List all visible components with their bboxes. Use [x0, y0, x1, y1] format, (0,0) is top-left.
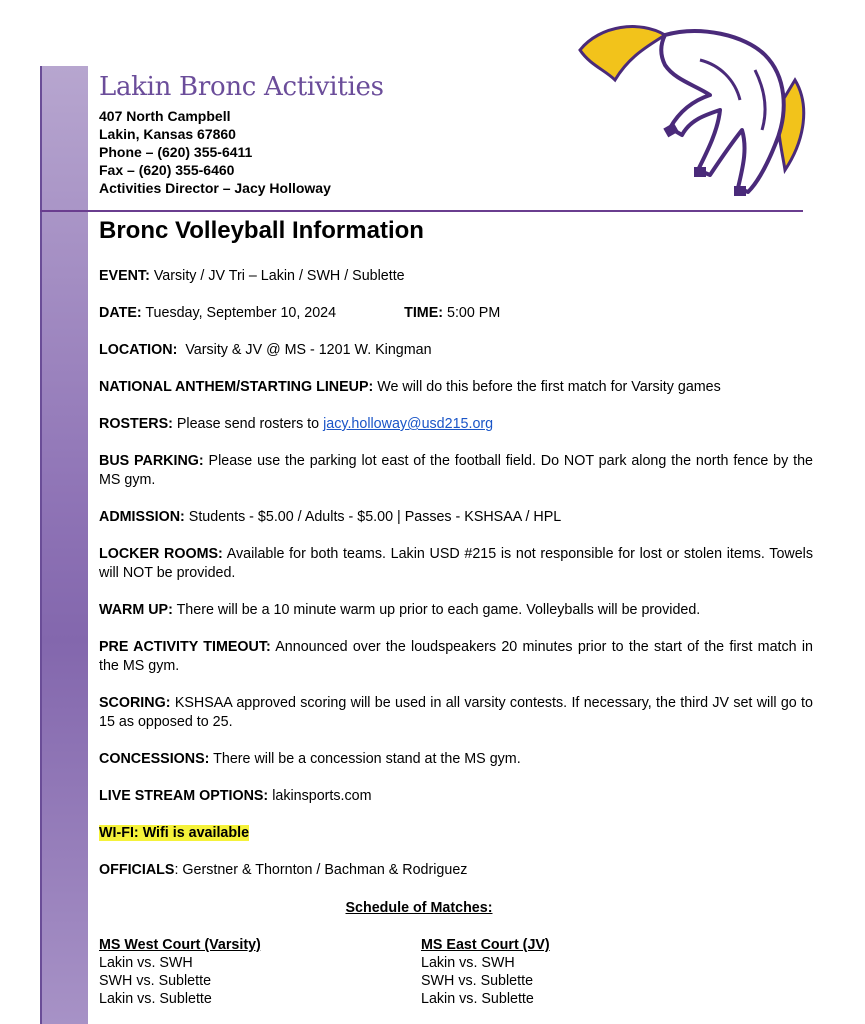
field-officials: [99, 861, 813, 880]
field-locker-rooms: [99, 545, 813, 583]
field-wifi: [99, 824, 813, 843]
field-value: 5:00 PM: [447, 305, 501, 321]
field-label: BUS PARKING:: [99, 453, 204, 469]
field-label: NATIONAL ANTHEM/STARTING LINEUP:: [99, 379, 374, 395]
field-value: Announced over the loudspeakers 20 minutes prior to the start of the first match in the MS gym.: [99, 639, 813, 674]
wifi-highlight: [99, 825, 249, 841]
field-value: We will do this before the first match for Varsity games: [377, 379, 721, 395]
match-item: Lakin vs. Sublette: [421, 991, 534, 1007]
document-title: Bronc Volleyball Information: [99, 217, 424, 244]
address-phone: Phone – (620) 355-6411: [99, 144, 253, 160]
match-item: Lakin vs. SWH: [99, 955, 193, 971]
field-pre-activity: [99, 638, 813, 676]
field-date-time: [99, 304, 813, 323]
field-scoring: [99, 694, 813, 732]
field-anthem: [99, 378, 813, 397]
address-block: [99, 107, 331, 197]
match-item: Lakin vs. Sublette: [99, 991, 212, 1007]
field-admission: [99, 508, 813, 527]
field-label: SCORING:: [99, 695, 171, 711]
field-value: Students - $5.00 / Adults - $5.00 | Passes - KSHSAA / HPL: [188, 509, 562, 525]
field-label: ROSTERS:: [99, 416, 173, 432]
field-value: Wifi is available: [142, 825, 250, 841]
field-label: LOCATION:: [99, 342, 178, 358]
field-value: Varsity & JV @ MS - 1201 W. Kingman: [185, 342, 432, 358]
field-label: CONCESSIONS:: [99, 751, 210, 767]
field-label: DATE:: [99, 305, 142, 321]
field-label: WARM UP:: [99, 602, 173, 618]
field-label: OFFICIALS: [99, 862, 175, 878]
schedule-courts: [99, 936, 813, 1016]
schedule-title: Schedule of Matches:: [345, 900, 493, 916]
east-court-heading: MS East Court (JV): [421, 937, 550, 953]
field-label: LOCKER ROOMS:: [99, 546, 223, 562]
field-event: [99, 267, 813, 286]
field-label: PRE ACTIVITY TIMEOUT:: [99, 639, 271, 655]
bronc-horse-logo-icon: [570, 10, 820, 200]
header-divider: [40, 210, 803, 212]
field-value: Please use the parking lot east of the football field. Do NOT park along the north fence by the MS gym.: [99, 453, 813, 488]
org-name: Lakin Bronc Activities: [99, 72, 384, 102]
address-director: Activities Director – Jacy Holloway: [99, 180, 331, 196]
address-city: Lakin, Kansas 67860: [99, 126, 236, 142]
field-warm-up: [99, 601, 813, 620]
field-location: [99, 341, 813, 360]
field-value: Please send rosters to: [176, 416, 320, 432]
west-court-heading: MS West Court (Varsity): [99, 937, 261, 953]
field-rosters: [99, 415, 813, 434]
field-value: Tuesday, September 10, 2024: [145, 305, 337, 321]
field-label: EVENT:: [99, 268, 150, 284]
match-item: Lakin vs. SWH: [421, 955, 515, 971]
field-label: TIME:: [404, 305, 444, 321]
field-concessions: [99, 750, 813, 769]
field-bus-parking: [99, 452, 813, 490]
field-value: Available for both teams. Lakin USD #215 is not responsible for lost or stolen items. Towels will NOT be provided.: [99, 546, 814, 581]
field-value: : Gerstner & Thornton / Bachman & Rodriguez: [174, 862, 468, 878]
field-value: Varsity / JV Tri – Lakin / SWH / Sublette: [153, 268, 405, 284]
address-street: 407 North Campbell: [99, 108, 231, 124]
field-value: There will be a concession stand at the MS gym.: [213, 751, 521, 767]
field-value: There will be a 10 minute warm up prior to each game. Volleyballs will be provided.: [176, 602, 701, 618]
field-value: KSHSAA approved scoring will be used in all varsity contests. If necessary, the third JV set will go to 15 as opposed to 25.: [99, 695, 813, 730]
address-fax: Fax – (620) 355-6460: [99, 162, 235, 178]
east-court-column: [421, 936, 550, 1008]
west-court-column: [99, 936, 261, 1008]
field-value: lakinsports.com: [272, 788, 372, 804]
document-body: [99, 217, 813, 1016]
match-item: SWH vs. Sublette: [99, 973, 212, 989]
field-label: WI-FI:: [99, 825, 139, 841]
field-label: ADMISSION:: [99, 509, 185, 525]
email-link[interactable]: jacy.holloway@usd215.org: [323, 416, 494, 432]
field-label: LIVE STREAM OPTIONS:: [99, 788, 269, 804]
match-item: SWH vs. Sublette: [421, 973, 534, 989]
field-live-stream: [99, 787, 813, 806]
